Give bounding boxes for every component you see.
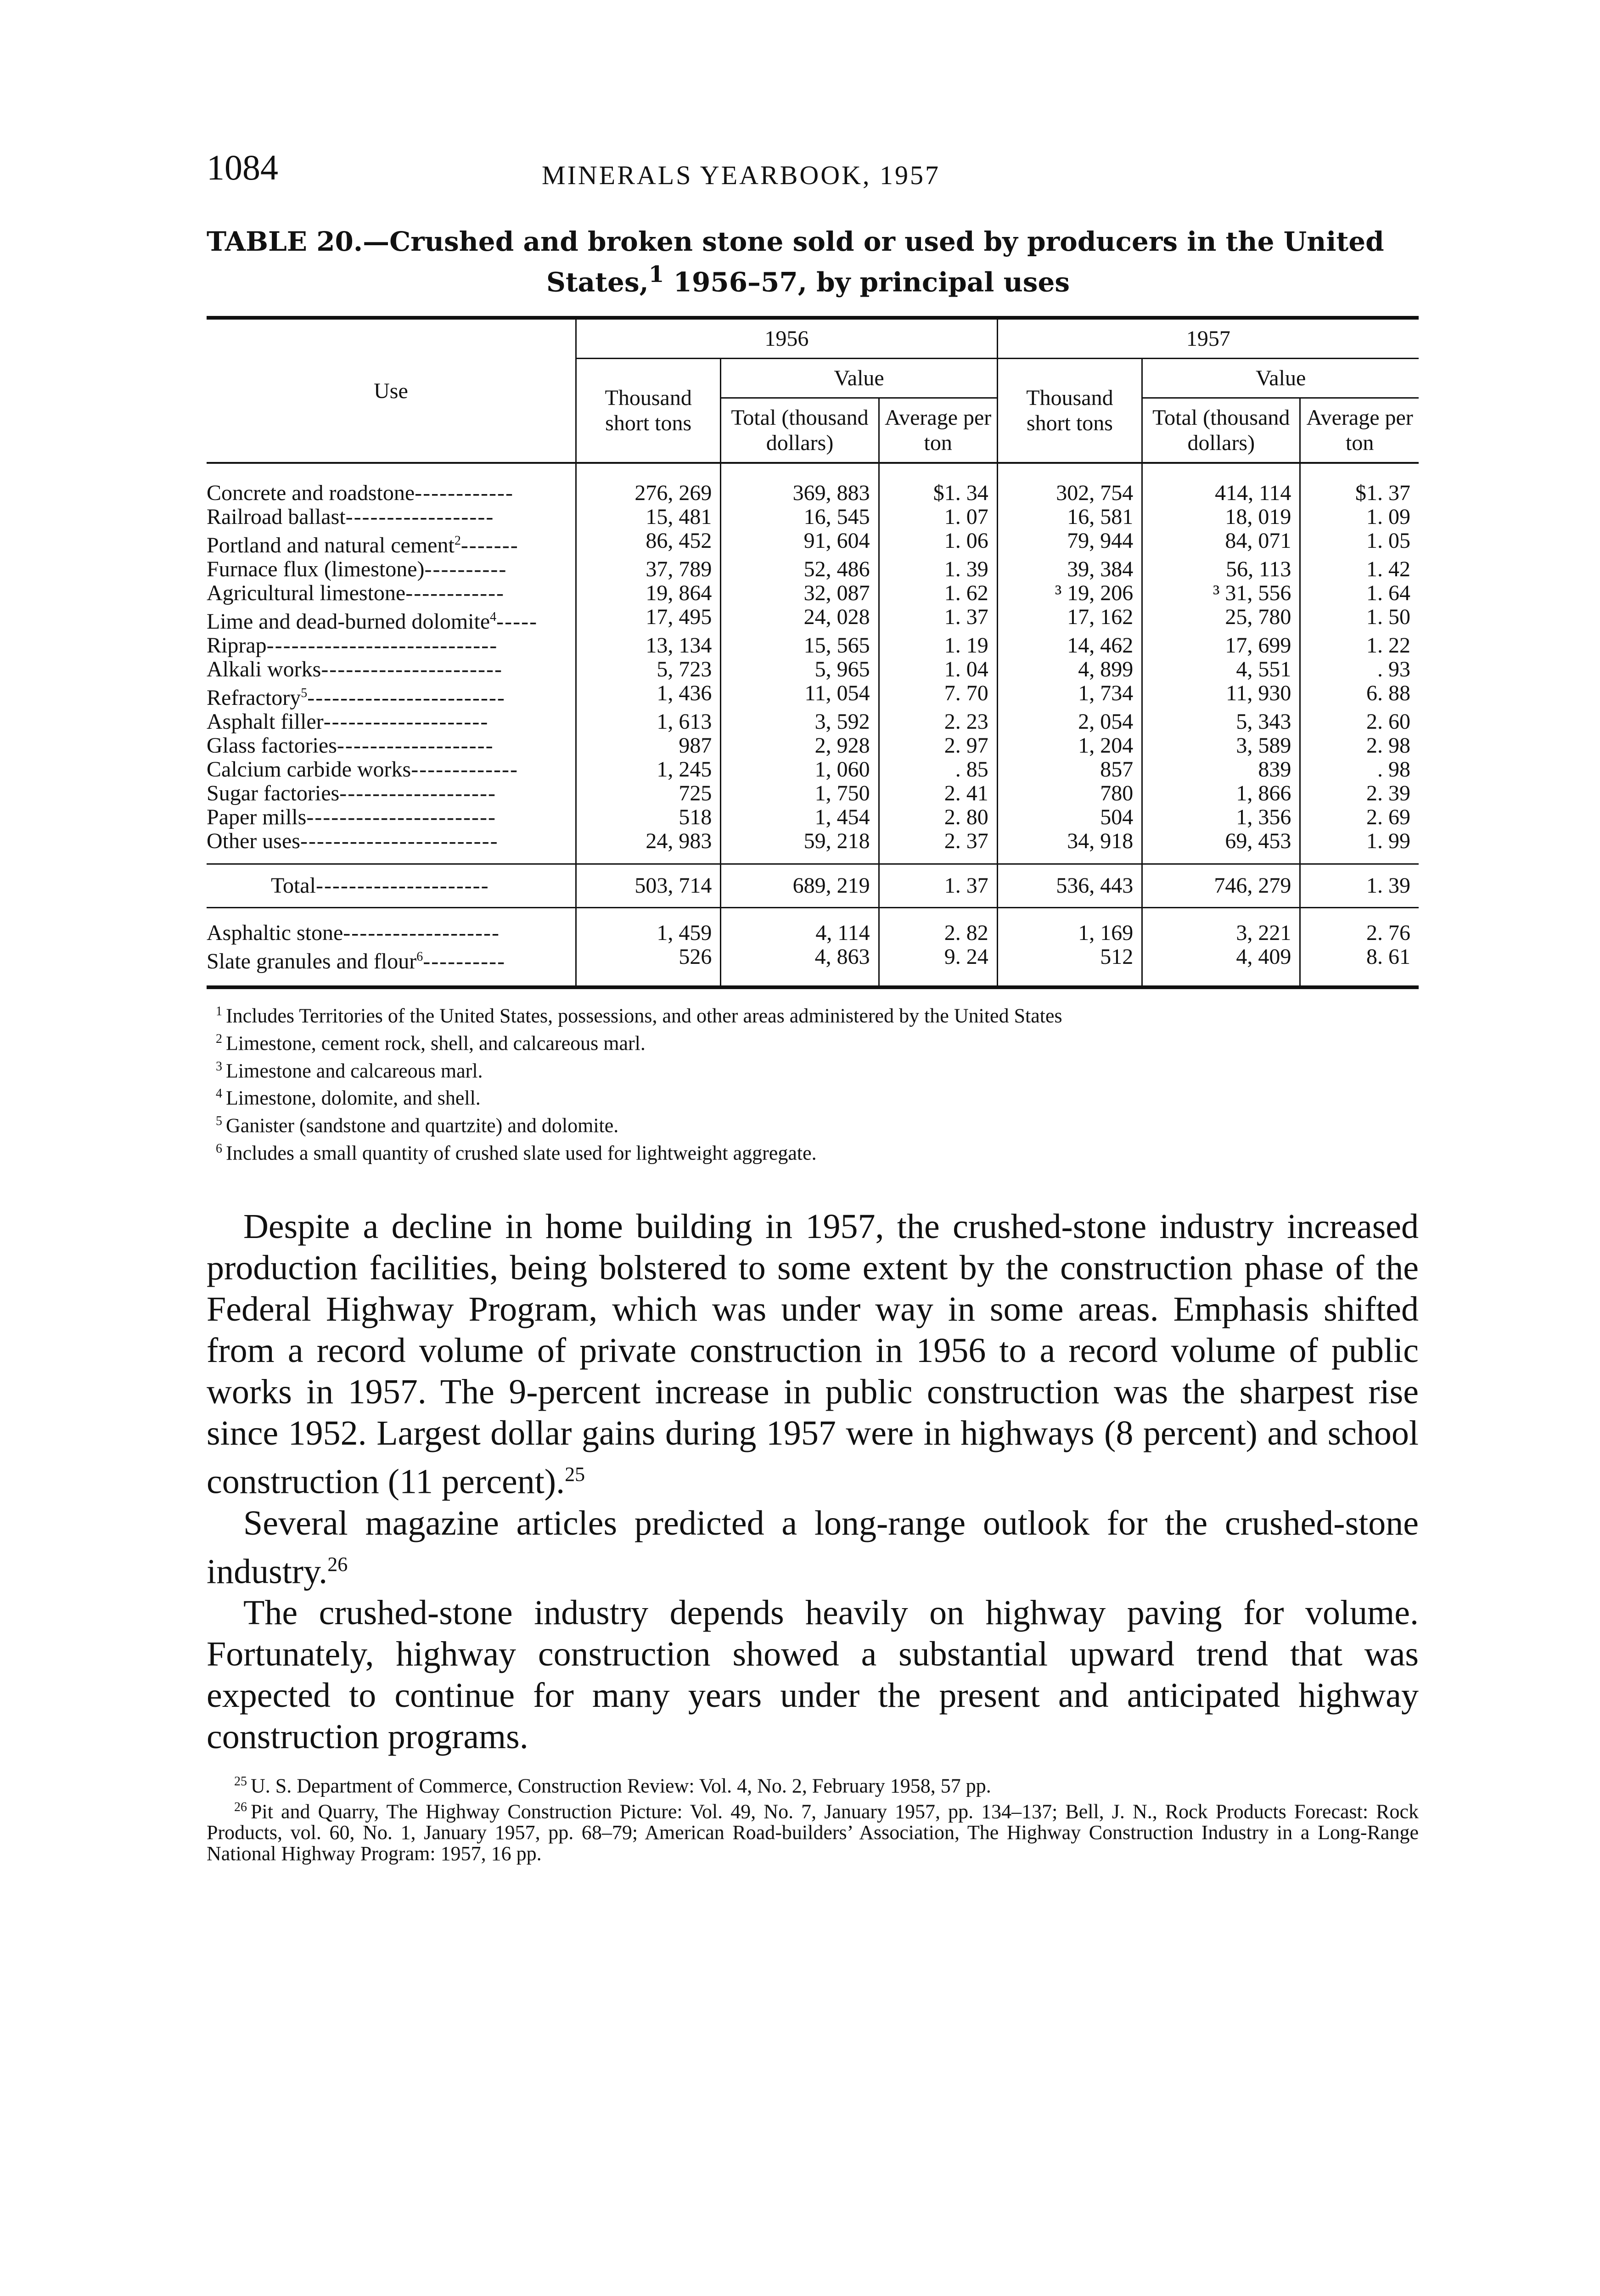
- leader-dots: -------------------: [339, 781, 496, 806]
- table-row: [207, 505, 1419, 529]
- leader-dots: ----------------------------: [266, 633, 498, 658]
- cell-total56: 15, 565: [721, 634, 879, 658]
- cell-total57: 4, 409: [1142, 944, 1300, 987]
- cell-avg56: 1. 39: [879, 557, 997, 581]
- total-avg-1956: 1. 37: [879, 864, 997, 908]
- cell-avg57: 2. 60: [1300, 710, 1419, 734]
- header-average-1956: Average per ton: [879, 398, 997, 463]
- leader-dots: ----------: [424, 557, 507, 582]
- header-tons-1956: Thousand short tons: [576, 359, 720, 463]
- use-cell: [207, 529, 576, 557]
- cell-total57: 1, 356: [1142, 805, 1300, 829]
- leader-dots: ------------: [415, 481, 514, 506]
- cell-avg57: 2. 76: [1300, 908, 1419, 945]
- body-text: [207, 1206, 1419, 1757]
- total-label-text: Total: [271, 873, 316, 898]
- cell-avg57: 1. 50: [1300, 605, 1419, 634]
- footnote-ref: 4: [490, 610, 497, 625]
- cell-tons56: 526: [576, 944, 720, 987]
- cell-total57: 25, 780: [1142, 605, 1300, 634]
- cell-avg56: 2. 23: [879, 710, 997, 734]
- table-footnotes: [207, 1000, 1419, 1165]
- cell-total57: 18, 019: [1142, 505, 1300, 529]
- use-label: Portland and natural cement: [207, 533, 455, 558]
- cell-tons57: 39, 384: [997, 557, 1142, 581]
- footnote-ref: 6: [416, 950, 423, 964]
- total-tons-1957: 536, 443: [997, 864, 1142, 908]
- use-cell: [207, 605, 576, 634]
- footnote-text: Pit and Quarry, The Highway Construction Picture: Vol. 49, No. 7, January 1957, pp. 134–137; Bell, J. N., Rock Products Forecast: Rock Products, vol. 60, No. 1, January 1957, pp. 68–79; American Road-builders’ Association, The Highway Construction Industry in a Long-Range National Highway Program: 1957, 16 pp.: [207, 1800, 1419, 1865]
- cell-avg57: 6. 88: [1300, 681, 1419, 710]
- leader-dots: ---------------------: [315, 873, 489, 898]
- use-cell: [207, 805, 576, 829]
- use-label: Railroad ballast: [207, 505, 346, 529]
- footnote-text: Limestone, dolomite, and shell.: [226, 1086, 481, 1109]
- table-row: [207, 782, 1419, 805]
- cell-avg56: 1. 07: [879, 505, 997, 529]
- cell-tons56: 987: [576, 734, 720, 758]
- table-footnote: [207, 1000, 1419, 1028]
- header-year-1957: 1957: [997, 318, 1419, 359]
- table-row: [207, 908, 1419, 945]
- cell-total57: 84, 071: [1142, 529, 1300, 557]
- total-value-1956: 689, 219: [721, 864, 879, 908]
- cell-tons56: 86, 452: [576, 529, 720, 557]
- cell-total56: 1, 750: [721, 782, 879, 805]
- use-cell: [207, 505, 576, 529]
- use-label: Asphaltic stone: [207, 921, 343, 945]
- header-use: Use: [207, 318, 576, 463]
- cell-tons57: 2, 054: [997, 710, 1142, 734]
- cell-tons56: 5, 723: [576, 658, 720, 681]
- cell-tons57: 17, 162: [997, 605, 1142, 634]
- total-avg-1957: 1. 39: [1300, 864, 1419, 908]
- cell-total57: ³ 31, 556: [1142, 581, 1300, 605]
- table-footnote: [207, 1028, 1419, 1055]
- table-row: [207, 557, 1419, 581]
- use-label: Paper mills: [207, 805, 307, 830]
- cell-tons57: 1, 734: [997, 681, 1142, 710]
- cell-total57: 3, 221: [1142, 908, 1300, 945]
- use-cell: [207, 710, 576, 734]
- cell-avg56: 2. 37: [879, 829, 997, 864]
- cell-avg57: 1. 22: [1300, 634, 1419, 658]
- cell-tons57: ³ 19, 206: [997, 581, 1142, 605]
- use-label: Slate granules and flour: [207, 949, 417, 974]
- cell-tons57: 857: [997, 758, 1142, 782]
- cell-tons57: 79, 944: [997, 529, 1142, 557]
- cell-avg57: 1. 42: [1300, 557, 1419, 581]
- table-header: [207, 318, 1419, 463]
- cell-total57: 5, 343: [1142, 710, 1300, 734]
- cell-total56: 1, 060: [721, 758, 879, 782]
- table-row: [207, 605, 1419, 634]
- cell-avg57: $1. 37: [1300, 463, 1419, 505]
- page-header: [207, 138, 1419, 207]
- crushed-stone-table: [207, 316, 1419, 989]
- leader-dots: -----: [496, 609, 538, 634]
- page-number: 1084: [207, 147, 278, 187]
- paragraph-2-text: Several magazine articles predicted a long-range outlook for the crushed-stone industry.: [207, 1503, 1419, 1591]
- use-cell: [207, 734, 576, 758]
- cell-avg56: 1. 06: [879, 529, 997, 557]
- leader-dots: -----------------------: [306, 805, 496, 830]
- cell-tons57: 512: [997, 944, 1142, 987]
- use-cell: [207, 581, 576, 605]
- use-cell: [207, 557, 576, 581]
- cell-tons57: 4, 899: [997, 658, 1142, 681]
- cell-tons56: 1, 245: [576, 758, 720, 782]
- cell-avg56: 2. 97: [879, 734, 997, 758]
- cell-tons57: 302, 754: [997, 463, 1142, 505]
- header-year-1956: 1956: [576, 318, 997, 359]
- table-caption-line-2: [207, 258, 1419, 298]
- caption-text-pre: States,: [546, 266, 649, 298]
- footnote-mark: 3: [216, 1059, 222, 1074]
- footnote-text: Includes a small quantity of crushed slate used for lightweight aggregate.: [226, 1142, 817, 1165]
- table-row: [207, 681, 1419, 710]
- table-caption-line-1: TABLE 20.—Crushed and broken stone sold or used by producers in the United: [207, 226, 1384, 257]
- table-footnote: [207, 1055, 1419, 1083]
- footnote-ref: 26: [327, 1553, 348, 1576]
- leader-dots: ------------------------: [300, 829, 499, 854]
- cell-avg57: 2. 39: [1300, 782, 1419, 805]
- cell-avg56: 2. 82: [879, 908, 997, 945]
- cell-total57: 17, 699: [1142, 634, 1300, 658]
- footnote-mark: 2: [216, 1031, 222, 1046]
- footnote-text: Limestone, cement rock, shell, and calcareous marl.: [226, 1032, 646, 1055]
- cell-tons56: 518: [576, 805, 720, 829]
- table-caption: [207, 225, 1419, 298]
- use-cell: [207, 681, 576, 710]
- use-label: Other uses: [207, 829, 300, 854]
- cell-tons57: 1, 204: [997, 734, 1142, 758]
- cell-avg56: 2. 41: [879, 782, 997, 805]
- use-label: Riprap: [207, 633, 267, 658]
- cell-tons57: 34, 918: [997, 829, 1142, 864]
- leader-dots: --------------------: [323, 709, 489, 734]
- leader-dots: ------------: [405, 581, 505, 606]
- footnote-mark: 25: [234, 1774, 247, 1789]
- leader-dots: -------------------: [337, 733, 494, 758]
- cell-avg56: 1. 19: [879, 634, 997, 658]
- header-tons-1957: Thousand short tons: [997, 359, 1142, 463]
- leader-dots: ----------------------: [321, 657, 503, 682]
- leader-dots: ------------------------: [307, 686, 505, 710]
- footnote-ref: 2: [454, 534, 461, 548]
- total-tons-1956: 503, 714: [576, 864, 720, 908]
- cell-total56: 11, 054: [721, 681, 879, 710]
- cell-total56: 91, 604: [721, 529, 879, 557]
- cell-avg56: $1. 34: [879, 463, 997, 505]
- cell-total57: 56, 113: [1142, 557, 1300, 581]
- cell-total56: 32, 087: [721, 581, 879, 605]
- footnote-ref: 1: [648, 262, 664, 287]
- cell-avg56: 9. 24: [879, 944, 997, 987]
- table-row: [207, 581, 1419, 605]
- cell-total57: 414, 114: [1142, 463, 1300, 505]
- footnote-ref: 25: [565, 1463, 585, 1486]
- use-label: Agricultural limestone: [207, 581, 406, 606]
- table-footnote: [207, 1137, 1419, 1165]
- table-row: [207, 758, 1419, 782]
- footnote-text: Limestone and calcareous marl.: [226, 1059, 483, 1082]
- cell-total56: 4, 114: [721, 908, 879, 945]
- cell-tons57: 1, 169: [997, 908, 1142, 945]
- paragraph-2: [207, 1503, 1419, 1592]
- paragraph-1: [207, 1206, 1419, 1502]
- cell-total57: 3, 589: [1142, 734, 1300, 758]
- use-label: Furnace flux (limestone): [207, 557, 425, 582]
- cell-avg57: . 93: [1300, 658, 1419, 681]
- table-extra: [207, 908, 1419, 988]
- use-label: Glass factories: [207, 733, 337, 758]
- cell-tons56: 276, 269: [576, 463, 720, 505]
- cell-avg57: . 98: [1300, 758, 1419, 782]
- use-cell: [207, 634, 576, 658]
- cell-tons57: 504: [997, 805, 1142, 829]
- cell-total57: 69, 453: [1142, 829, 1300, 864]
- footnote-mark: 1: [216, 1004, 222, 1019]
- cell-tons56: 17, 495: [576, 605, 720, 634]
- cell-avg56: 1. 62: [879, 581, 997, 605]
- header-average-1957: Average per ton: [1300, 398, 1419, 463]
- use-label: Sugar factories: [207, 781, 340, 806]
- cell-avg57: 1. 99: [1300, 829, 1419, 864]
- use-cell: [207, 782, 576, 805]
- leader-dots: ------------------: [345, 505, 494, 529]
- footnote-text: Ganister (sandstone and quartzite) and dolomite.: [226, 1114, 619, 1137]
- cell-total56: 59, 218: [721, 829, 879, 864]
- footnote-ref: 5: [301, 686, 308, 701]
- table-row: [207, 805, 1419, 829]
- table-body: [207, 463, 1419, 864]
- page-footnote: [207, 1771, 1419, 1797]
- footnote-text: Includes Territories of the United States, possessions, and other areas administered by the United States: [226, 1004, 1062, 1027]
- table-row: [207, 710, 1419, 734]
- cell-avg56: 1. 04: [879, 658, 997, 681]
- cell-total56: 3, 592: [721, 710, 879, 734]
- leader-dots: ----------: [423, 949, 506, 974]
- cell-avg57: 1. 05: [1300, 529, 1419, 557]
- use-label: Lime and dead-burned dolomite: [207, 609, 490, 634]
- footnote-mark: 4: [216, 1086, 222, 1101]
- table-row: [207, 944, 1419, 987]
- footnote-text: U. S. Department of Commerce, Construction Review: Vol. 4, No. 2, February 1958, 57 pp.: [251, 1774, 991, 1797]
- cell-total56: 4, 863: [721, 944, 879, 987]
- cell-avg56: 7. 70: [879, 681, 997, 710]
- table-row: [207, 634, 1419, 658]
- total-row: [207, 864, 1419, 908]
- cell-avg57: 1. 09: [1300, 505, 1419, 529]
- cell-total57: 839: [1142, 758, 1300, 782]
- header-total-1957: Total (thousand dollars): [1142, 398, 1300, 463]
- cell-tons56: 37, 789: [576, 557, 720, 581]
- cell-total56: 16, 545: [721, 505, 879, 529]
- cell-avg56: 2. 80: [879, 805, 997, 829]
- cell-avg57: 2. 69: [1300, 805, 1419, 829]
- cell-tons56: 24, 983: [576, 829, 720, 864]
- cell-total57: 4, 551: [1142, 658, 1300, 681]
- page: [207, 138, 1419, 1864]
- cell-tons57: 14, 462: [997, 634, 1142, 658]
- use-cell: [207, 908, 576, 945]
- table-footnote: [207, 1110, 1419, 1137]
- cell-tons57: 780: [997, 782, 1142, 805]
- cell-total56: 52, 486: [721, 557, 879, 581]
- leader-dots: -------: [460, 533, 519, 558]
- use-label: Concrete and roadstone: [207, 481, 415, 506]
- paragraph-3-text: The crushed-stone industry depends heavily on highway paving for volume. Fortunately, highway construction showed a substantial upward trend that was expected to continue for many years under the present and anticipated highway construction programs.: [207, 1593, 1419, 1756]
- total-label: [207, 864, 576, 908]
- use-label: Alkali works: [207, 657, 321, 682]
- cell-tons56: 725: [576, 782, 720, 805]
- use-cell: [207, 758, 576, 782]
- cell-total56: 369, 883: [721, 463, 879, 505]
- cell-tons56: 1, 459: [576, 908, 720, 945]
- page-footnote: [207, 1797, 1419, 1865]
- use-cell: [207, 658, 576, 681]
- use-cell: [207, 463, 576, 505]
- cell-avg57: 1. 64: [1300, 581, 1419, 605]
- use-label: Refractory: [207, 686, 301, 710]
- paragraph-1-text: Despite a decline in home building in 1957, the crushed-stone industry increased production facilities, being bolstered to some extent by the construction phase of the Federal Highway Program, which was under way in some areas. Emphasis shifted from a record volume of private construction in 1956 to a record volume of public works in 1957. The 9-percent increase in public construction was the sharpest rise since 1952. Largest dollar gains during 1957 were in highways (8 percent) and school construction (11 percent).: [207, 1207, 1419, 1501]
- use-cell: [207, 944, 576, 987]
- cell-tons56: 1, 436: [576, 681, 720, 710]
- leader-dots: -------------------: [343, 921, 500, 945]
- cell-total57: 1, 866: [1142, 782, 1300, 805]
- header-value-1956: Value: [721, 359, 997, 398]
- cell-total56: 5, 965: [721, 658, 879, 681]
- running-title: MINERALS YEARBOOK, 1957: [542, 160, 941, 190]
- cell-total57: 11, 930: [1142, 681, 1300, 710]
- table-row: [207, 829, 1419, 864]
- cell-total56: 2, 928: [721, 734, 879, 758]
- cell-avg56: 1. 37: [879, 605, 997, 634]
- table-row: [207, 734, 1419, 758]
- use-cell: [207, 829, 576, 864]
- table-row: [207, 658, 1419, 681]
- cell-tons56: 15, 481: [576, 505, 720, 529]
- cell-avg56: . 85: [879, 758, 997, 782]
- cell-total56: 24, 028: [721, 605, 879, 634]
- caption-text-post: 1956–57, by principal uses: [664, 266, 1070, 298]
- footnote-mark: 5: [216, 1114, 222, 1128]
- table-total: [207, 864, 1419, 908]
- header-value-1957: Value: [1142, 359, 1419, 398]
- cell-total56: 1, 454: [721, 805, 879, 829]
- paragraph-3: [207, 1592, 1419, 1757]
- table-row: [207, 529, 1419, 557]
- cell-tons56: 1, 613: [576, 710, 720, 734]
- table-row: [207, 463, 1419, 505]
- page-footnotes: [207, 1771, 1419, 1864]
- cell-tons57: 16, 581: [997, 505, 1142, 529]
- cell-avg57: 2. 98: [1300, 734, 1419, 758]
- use-label: Asphalt filler: [207, 709, 324, 734]
- total-value-1957: 746, 279: [1142, 864, 1300, 908]
- cell-tons56: 13, 134: [576, 634, 720, 658]
- use-label: Calcium carbide works: [207, 757, 411, 782]
- cell-tons56: 19, 864: [576, 581, 720, 605]
- cell-avg57: 8. 61: [1300, 944, 1419, 987]
- header-total-1956: Total (thousand dollars): [721, 398, 879, 463]
- footnote-mark: 6: [216, 1141, 222, 1156]
- leader-dots: -------------: [411, 757, 518, 782]
- footnote-mark: 26: [234, 1800, 247, 1814]
- table-footnote: [207, 1082, 1419, 1110]
